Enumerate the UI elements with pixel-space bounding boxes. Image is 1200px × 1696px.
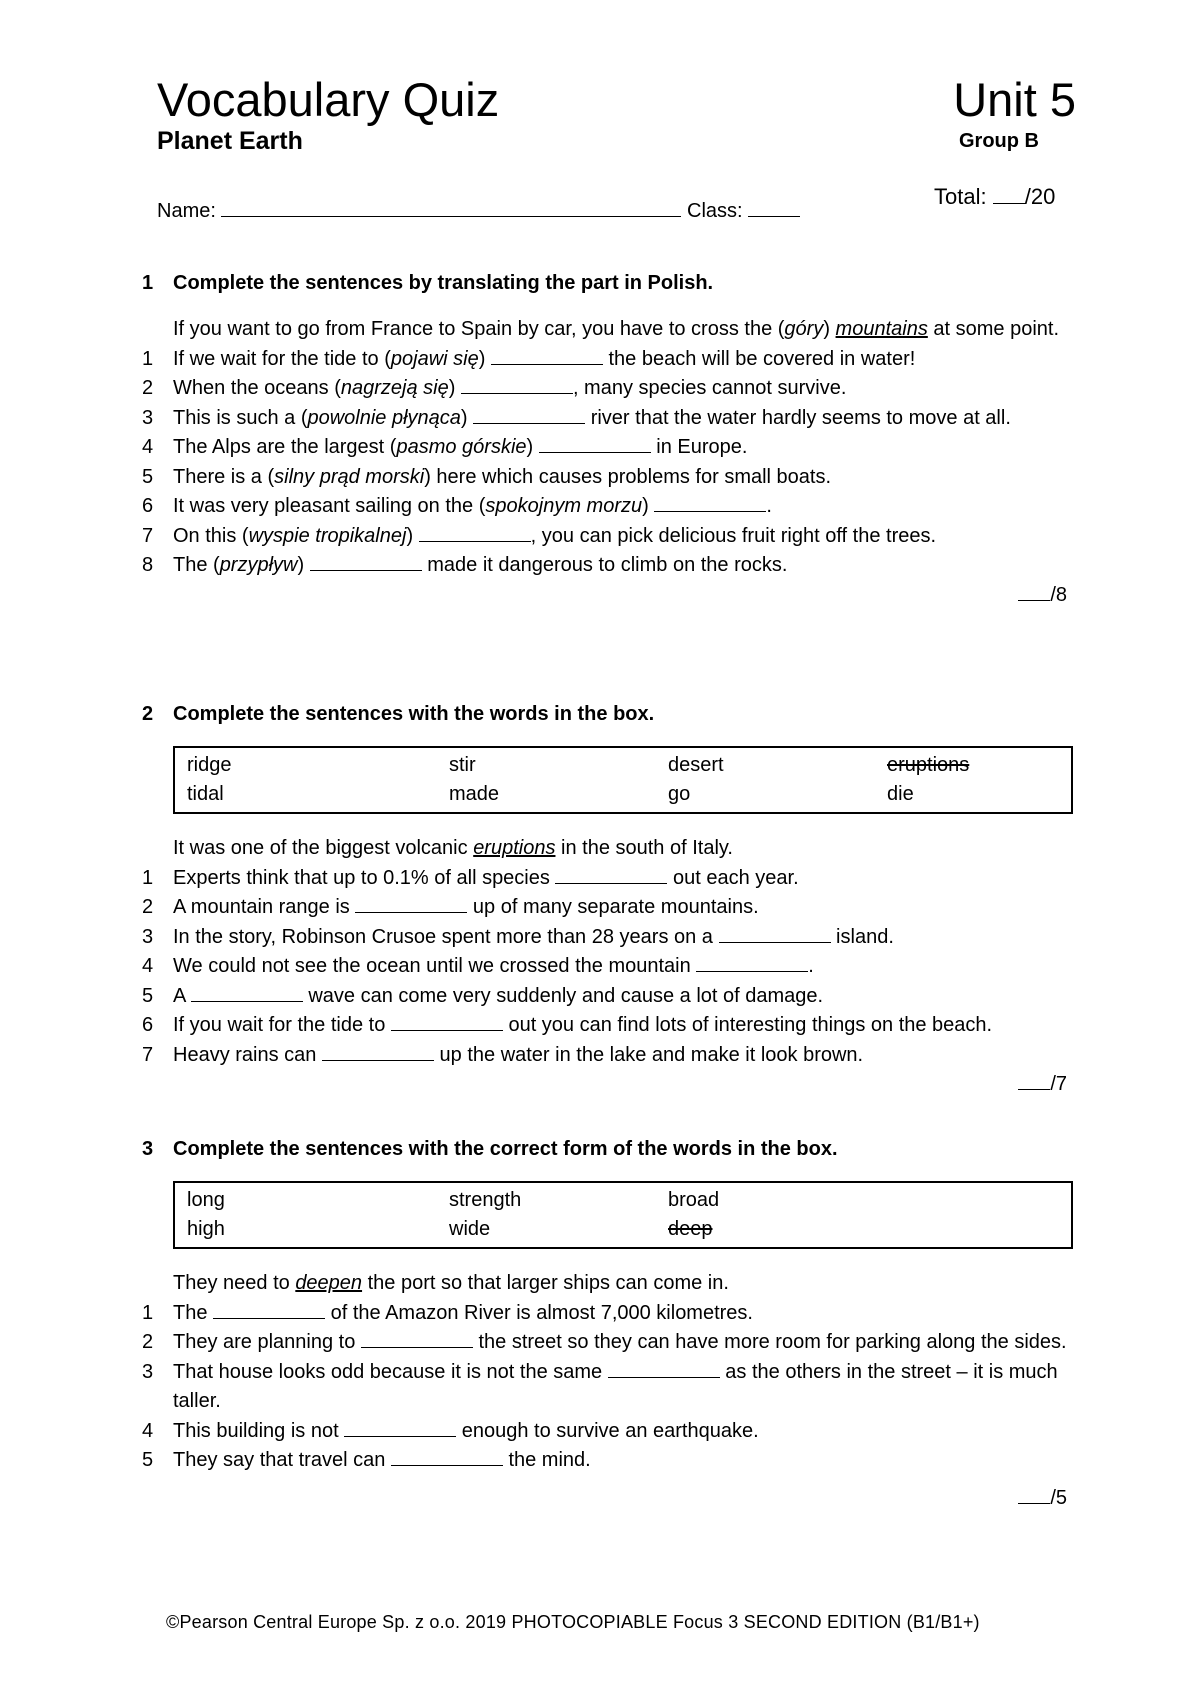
answer-blank[interactable] <box>361 1329 473 1348</box>
box-word: die <box>887 783 914 805</box>
question-item: 3 In the story, Robinson Crusoe spent more than 28 years on a island. <box>142 923 1082 953</box>
polish-hint: pasmo górskie <box>396 436 527 458</box>
total-blank[interactable] <box>993 185 1025 204</box>
question-number: 6 <box>142 1014 154 1036</box>
word-box <box>173 746 1073 814</box>
question-number: 2 <box>142 1331 154 1353</box>
answer-blank[interactable] <box>391 1012 503 1031</box>
question-item: 1 The of the Amazon River is almost 7,000 kilometres. <box>142 1299 1082 1329</box>
answer-blank[interactable] <box>539 434 651 453</box>
class-label: Class: <box>687 200 743 222</box>
score-blank[interactable] <box>1018 1485 1050 1504</box>
answer-blank[interactable] <box>391 1447 503 1466</box>
question-number: 4 <box>142 436 154 458</box>
question-number: 1 <box>142 1301 154 1324</box>
box-word-used: eruptions <box>887 754 970 776</box>
example-sentence: They need to deepen the port so that larger ships can come in. <box>173 1272 729 1294</box>
question-number: 7 <box>142 1043 154 1066</box>
answer-blank[interactable] <box>310 552 422 571</box>
answer-blank[interactable] <box>654 493 766 512</box>
question-item: 6 If you wait for the tide to out you can find lots of interesting things on the beach. <box>142 1011 1082 1041</box>
question-number: 5 <box>142 465 154 488</box>
polish-hint: silny prąd morski <box>274 465 425 488</box>
question-item: 8 The (przypływ) made it dangerous to climb on the rocks. <box>142 551 1082 581</box>
box-word: desert <box>668 754 724 776</box>
answer-blank[interactable] <box>555 865 667 884</box>
question-number: 7 <box>142 524 154 547</box>
word-box-row <box>187 1186 1059 1215</box>
question-number: 5 <box>142 984 154 1007</box>
question-item: 6 It was very pleasant sailing on the (spokojnym morzu) . <box>142 492 1082 522</box>
word-box-row <box>187 751 1059 780</box>
copyright-footer: ©Pearson Central Europe Sp. z o.o. 2019 PHOTOCOPIABLE Focus 3 SECOND EDITION (B1/B1+) <box>166 1612 980 1632</box>
answer-blank[interactable] <box>608 1359 720 1378</box>
section-2-heading <box>142 703 1082 726</box>
name-label: Name: <box>157 200 216 222</box>
page-subtitle: Planet Earth <box>157 127 303 155</box>
total-max: /20 <box>1024 184 1056 209</box>
question-number: 1 <box>142 866 154 889</box>
question-item: 5 They say that travel can the mind. <box>142 1446 1082 1476</box>
answer-blank[interactable] <box>719 924 831 943</box>
question-number: 3 <box>142 925 154 948</box>
question-item: 4 We could not see the ocean until we crossed the mountain . <box>142 952 1082 982</box>
example-answer: eruptions <box>473 837 556 859</box>
box-word: wide <box>449 1218 491 1240</box>
example-sentence: It was one of the biggest volcanic eruptions in the south of Italy. <box>173 837 733 859</box>
example-answer: deepen <box>295 1272 363 1294</box>
word-box-row <box>187 780 1059 809</box>
question-item: 5 A wave can come very suddenly and cause a lot of damage. <box>142 982 1082 1012</box>
total-score <box>934 184 1055 210</box>
question-number: 2 <box>142 896 154 918</box>
question-number: 2 <box>142 377 154 399</box>
section-number: 2 <box>142 703 154 725</box>
box-word: tidal <box>187 783 224 805</box>
answer-blank[interactable] <box>344 1418 456 1437</box>
box-word: made <box>449 783 500 805</box>
answer-blank[interactable] <box>696 953 808 972</box>
example-sentence: If you want to go from France to Spain by car, you have to cross the (góry) mountains at some point. <box>173 318 1060 340</box>
unit-label: Unit 5 <box>953 73 1076 126</box>
section-3 <box>142 1138 1082 1513</box>
section-score: /8 <box>142 581 1082 610</box>
page-title: Vocabulary Quiz <box>157 73 500 126</box>
section-1-heading <box>142 272 1082 295</box>
question-number: 6 <box>142 495 154 517</box>
question-item: 4 The Alps are the largest (pasmo górskie) in Europe. <box>142 433 1082 463</box>
total-label: Total: <box>934 184 987 209</box>
question-item: 4 This building is not enough to survive an earthquake. <box>142 1417 1082 1447</box>
polish-hint: przypływ <box>219 554 298 576</box>
box-word: long <box>187 1189 225 1211</box>
section-2 <box>142 703 1082 1099</box>
answer-blank[interactable] <box>191 983 303 1002</box>
question-number: 4 <box>142 1419 154 1442</box>
box-word: high <box>187 1218 225 1240</box>
polish-hint: wyspie tropikalnej <box>248 524 407 547</box>
example-answer: mountains <box>835 318 928 340</box>
name-class-line <box>157 198 800 223</box>
box-word: stir <box>449 754 476 776</box>
answer-blank[interactable] <box>491 346 603 365</box>
section-instruction: Complete the sentences by translating the part in Polish. <box>173 272 714 294</box>
question-item: 7 On this (wyspie tropikalnej) , you can pick delicious fruit right off the trees. <box>142 522 1082 552</box>
answer-blank[interactable] <box>419 523 531 542</box>
answer-blank[interactable] <box>473 405 585 424</box>
section-instruction: Complete the sentences with the correct form of the words in the box. <box>173 1138 838 1160</box>
box-word: broad <box>668 1189 720 1211</box>
score-blank[interactable] <box>1018 582 1050 601</box>
word-box <box>173 1181 1073 1249</box>
polish-hint: nagrzeją się <box>340 377 449 399</box>
section-score: /5 <box>142 1484 1082 1513</box>
group-label: Group B <box>959 130 1039 152</box>
question-item: 3 This is such a (powolnie płynąca) river that the water hardly seems to move at all. <box>142 404 1082 434</box>
section-instruction: Complete the sentences with the words in the box. <box>173 703 655 725</box>
question-number: 1 <box>142 347 154 370</box>
section-number: 3 <box>142 1138 154 1160</box>
question-number: 3 <box>142 1360 154 1383</box>
box-word: go <box>668 783 691 805</box>
question-number: 3 <box>142 406 154 429</box>
class-blank[interactable] <box>748 198 800 217</box>
box-word: ridge <box>187 754 232 776</box>
word-box-row <box>187 1215 1059 1244</box>
box-word: strength <box>449 1189 522 1211</box>
question-item: 5 There is a (silny prąd morski) here which causes problems for small boats. <box>142 463 1082 493</box>
answer-blank[interactable] <box>461 375 573 394</box>
score-blank[interactable] <box>1018 1071 1050 1090</box>
question-item: 1 Experts think that up to 0.1% of all species out each year. <box>142 864 1082 894</box>
polish-hint: powolnie płynąca <box>307 406 461 429</box>
section-number: 1 <box>142 272 154 294</box>
polish-hint: spokojnym morzu <box>485 495 643 517</box>
answer-blank[interactable] <box>355 894 467 913</box>
section-1 <box>142 272 1082 610</box>
answer-blank[interactable] <box>213 1300 325 1319</box>
section-3-heading <box>142 1138 1082 1161</box>
question-item: 2 They are planning to the street so they can have more room for parking along the sides. <box>142 1328 1082 1358</box>
question-number: 8 <box>142 554 154 576</box>
polish-hint: pojawi się <box>390 347 479 370</box>
question-item: 2 When the oceans (nagrzeją się) , many species cannot survive. <box>142 374 1082 404</box>
question-item: 7 Heavy rains can up the water in the lake and make it look brown. <box>142 1041 1082 1071</box>
question-number: 4 <box>142 955 154 977</box>
polish-hint: góry <box>784 318 824 340</box>
question-item: 1 If we wait for the tide to (pojawi się) the beach will be covered in water! <box>142 345 1082 375</box>
box-word-used: deep <box>668 1218 713 1240</box>
question-item: 3 That house looks odd because it is not the same as the others in the street – it is much taller. <box>142 1358 1082 1417</box>
name-blank[interactable] <box>221 198 681 217</box>
section-score: /7 <box>142 1070 1082 1099</box>
question-item: 2 A mountain range is up of many separate mountains. <box>142 893 1082 923</box>
answer-blank[interactable] <box>322 1042 434 1061</box>
question-number: 5 <box>142 1449 154 1471</box>
